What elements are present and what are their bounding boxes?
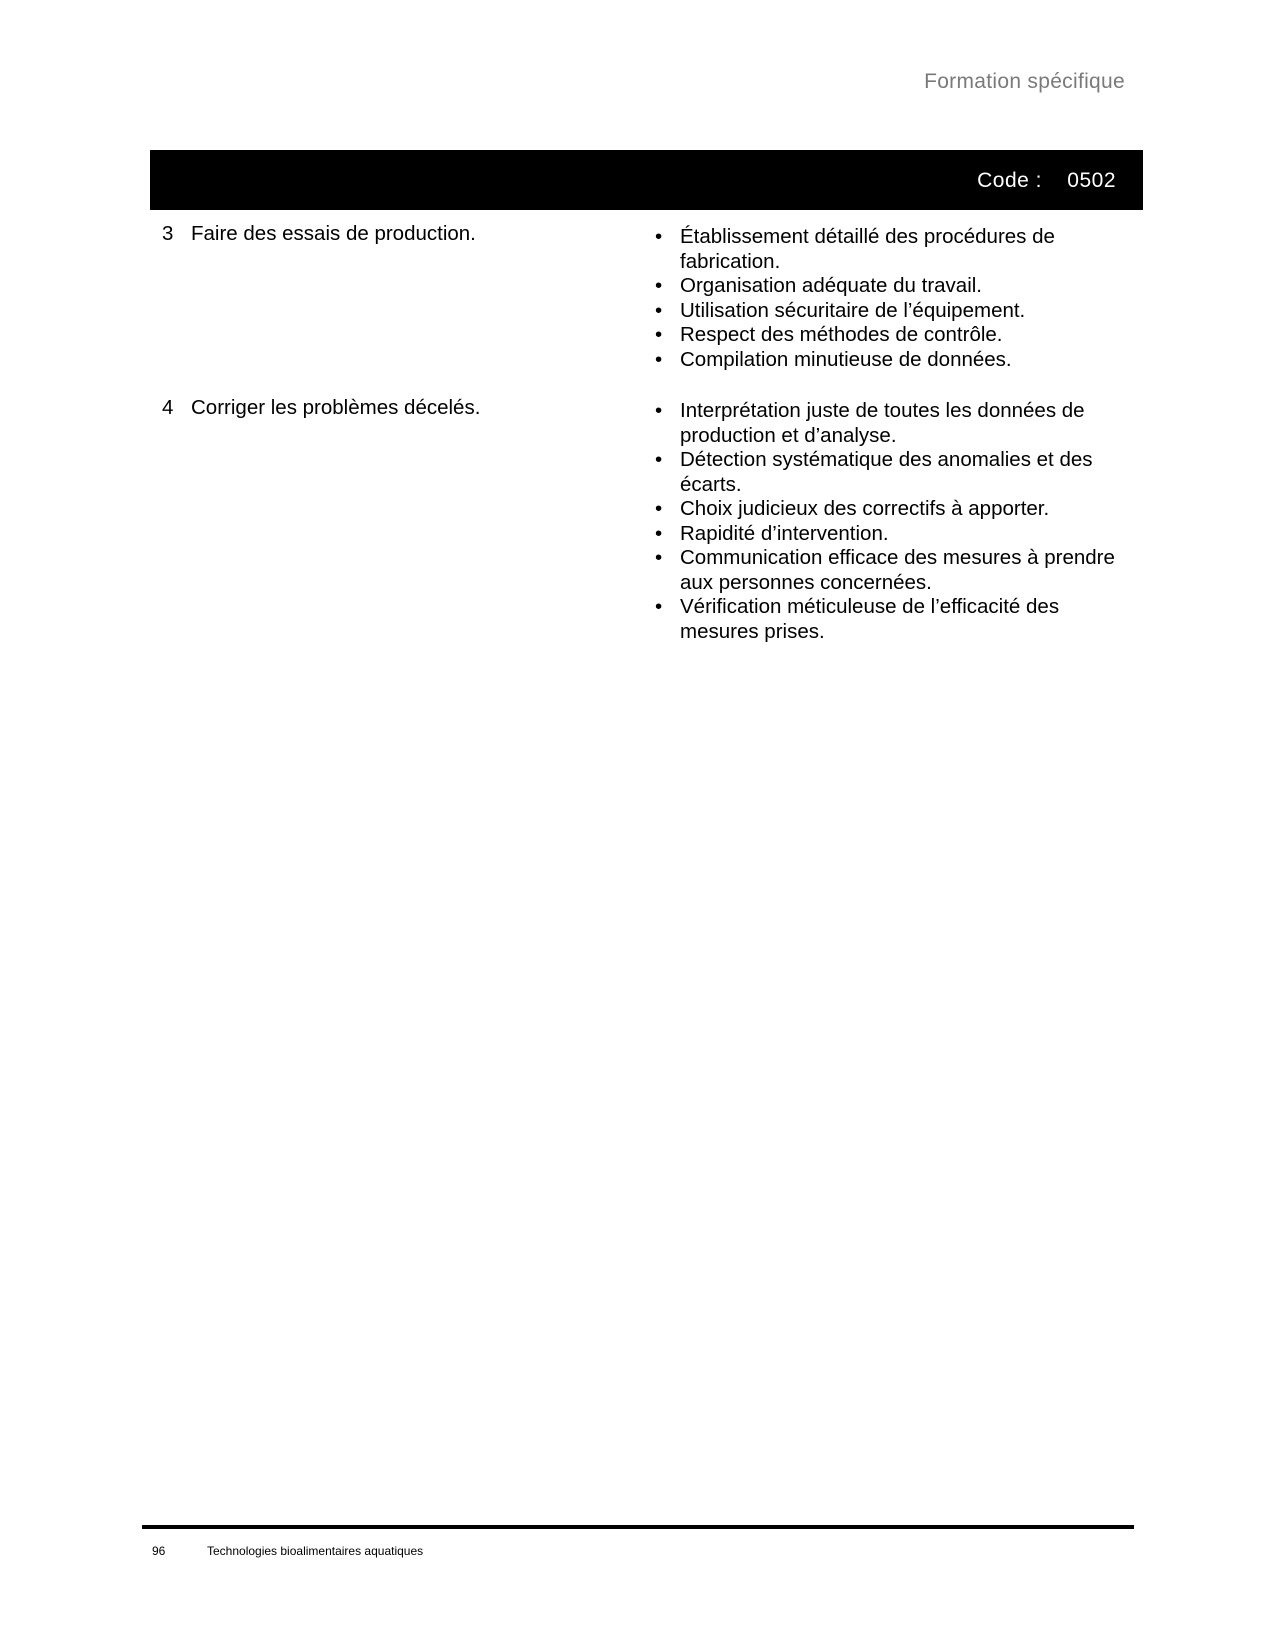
bullet-icon: • [655,399,663,422]
criterion-item: • Vérification méticuleuse de l’efficacité des mesures prises. [655,595,1060,643]
criterion-item: • Communication efficace des mesures à prendre aux personnes concernées. [655,546,1115,594]
bullet-icon: • [655,521,663,545]
criterion-item: • Rapidité d’intervention. [655,521,889,545]
bullet-icon: • [655,347,663,371]
code-value: 0502 [1067,169,1116,192]
element-number: 4 [162,396,174,419]
code-label: Code : [977,169,1042,192]
bullet-icon: • [655,274,663,297]
criteria-list-4 [655,399,1135,644]
criterion-item: • Organisation adéquate du travail. [655,274,983,297]
document-title: Technologies bioalimentaires aquatiques [207,1544,424,1558]
element-text: Corriger les problèmes décelés. [191,396,481,419]
criterion-item: • Utilisation sécuritaire de l’équipement. [655,298,1026,322]
element-3 [162,222,476,246]
criterion-item: • Choix judicieux des correctifs à apporter. [655,497,1050,520]
code-bar [150,150,1143,210]
bullet-icon: • [655,323,663,346]
criterion-item: • Respect des méthodes de contrôle. [655,323,1003,346]
criterion-item: • Détection systématique des anomalies et des écarts. [655,448,1093,496]
criterion-item: • Compilation minutieuse de données. [655,347,1012,371]
element-text: Faire des essais de production. [191,222,476,245]
footer-rule [142,1525,1134,1529]
element-4 [162,396,480,420]
criteria-list-3 [655,225,1135,372]
bullet-icon: • [655,546,663,569]
running-header: Formation spécifique [924,70,1125,93]
criterion-item: • Établissement détaillé des procédures de fabrication. [655,225,1055,273]
bullet-icon: • [655,225,663,248]
element-number: 3 [162,222,174,245]
bullet-icon: • [655,497,663,520]
criterion-item: • Interprétation juste de toutes les données de production et d’analyse. [655,399,1085,447]
page-number: 96 [152,1544,166,1558]
bullet-icon: • [655,298,663,322]
bullet-icon: • [655,448,663,471]
bullet-icon: • [655,595,663,618]
